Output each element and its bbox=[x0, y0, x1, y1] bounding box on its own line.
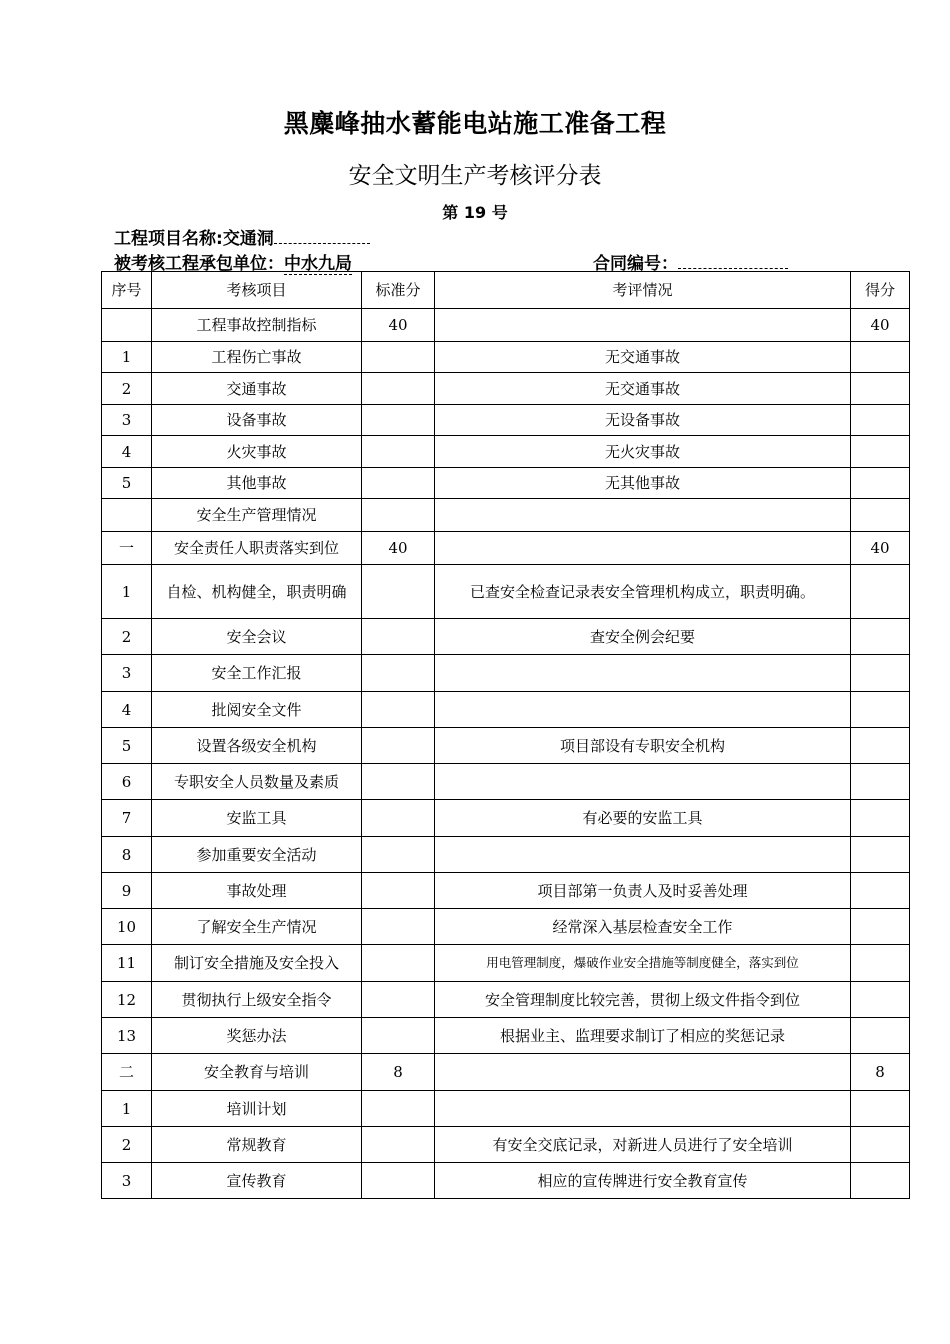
document-subtitle: 安全文明生产考核评分表 bbox=[348, 163, 602, 189]
cell-standard-score bbox=[362, 373, 435, 405]
cell-item: 批阅安全文件 bbox=[152, 692, 362, 728]
cell-standard-score bbox=[362, 655, 435, 692]
table-row bbox=[102, 1163, 910, 1199]
cell-score bbox=[851, 565, 910, 619]
cell-standard-score: 40 bbox=[362, 532, 435, 565]
cell-no: 一 bbox=[102, 532, 152, 565]
cell-evaluation: 有必要的安监工具 bbox=[435, 800, 851, 837]
cell-standard-score bbox=[362, 1127, 435, 1163]
cell-no: 2 bbox=[102, 1127, 152, 1163]
cell-item: 参加重要安全活动 bbox=[152, 837, 362, 873]
cell-evaluation bbox=[435, 837, 851, 873]
contractor-value: 中水九局 bbox=[284, 254, 352, 274]
project-name-value: 交通洞 bbox=[222, 229, 274, 249]
cell-no: 7 bbox=[102, 800, 152, 837]
cell-evaluation: 根据业主、监理要求制订了相应的奖惩记录 bbox=[435, 1018, 851, 1054]
table-row bbox=[102, 764, 910, 800]
cell-evaluation bbox=[435, 1054, 851, 1091]
cell-no: 5 bbox=[102, 728, 152, 764]
cell-standard-score bbox=[362, 982, 435, 1018]
cell-no: 2 bbox=[102, 619, 152, 655]
cell-standard-score bbox=[362, 692, 435, 728]
cell-item: 设备事故 bbox=[152, 405, 362, 436]
cell-item: 专职安全人员数量及素质 bbox=[152, 764, 362, 800]
cell-evaluation: 相应的宣传牌进行安全教育宣传 bbox=[435, 1163, 851, 1199]
cell-standard-score bbox=[362, 945, 435, 982]
cell-evaluation: 经常深入基层检查安全工作 bbox=[435, 909, 851, 945]
cell-standard-score bbox=[362, 405, 435, 436]
table-row bbox=[102, 909, 910, 945]
cell-no: 9 bbox=[102, 873, 152, 909]
table-row bbox=[102, 800, 910, 837]
cell-standard-score bbox=[362, 909, 435, 945]
cell-standard-score bbox=[362, 499, 435, 532]
cell-no: 5 bbox=[102, 468, 152, 499]
cell-evaluation: 无其他事故 bbox=[435, 468, 851, 499]
cell-item: 安全责任人职责落实到位 bbox=[152, 532, 362, 565]
cell-standard-score bbox=[362, 800, 435, 837]
cell-item: 培训计划 bbox=[152, 1091, 362, 1127]
cell-item: 宣传教育 bbox=[152, 1163, 362, 1199]
table-row bbox=[102, 1127, 910, 1163]
table-row bbox=[102, 982, 910, 1018]
cell-no: 8 bbox=[102, 837, 152, 873]
cell-evaluation bbox=[435, 692, 851, 728]
cell-standard-score bbox=[362, 873, 435, 909]
assessment-table bbox=[101, 271, 910, 1199]
cell-no: 12 bbox=[102, 982, 152, 1018]
cell-item: 了解安全生产情况 bbox=[152, 909, 362, 945]
cell-item: 常规教育 bbox=[152, 1127, 362, 1163]
table-row bbox=[102, 373, 910, 405]
cell-standard-score bbox=[362, 342, 435, 373]
cell-no: 4 bbox=[102, 692, 152, 728]
cell-item: 火灾事故 bbox=[152, 436, 362, 468]
cell-score bbox=[851, 800, 910, 837]
document-title: 黑麋峰抽水蓄能电站施工准备工程 bbox=[283, 109, 667, 138]
cell-score bbox=[851, 468, 910, 499]
cell-evaluation bbox=[435, 764, 851, 800]
cell-score bbox=[851, 342, 910, 373]
cell-standard-score bbox=[362, 1018, 435, 1054]
cell-item: 交通事故 bbox=[152, 373, 362, 405]
table-row bbox=[102, 405, 910, 436]
cell-evaluation bbox=[435, 309, 851, 342]
project-name-line bbox=[114, 224, 370, 249]
table-row bbox=[102, 1018, 910, 1054]
cell-evaluation: 无交通事故 bbox=[435, 342, 851, 373]
table-row bbox=[102, 692, 910, 728]
cell-score bbox=[851, 728, 910, 764]
table-row bbox=[102, 532, 910, 565]
cell-standard-score bbox=[362, 468, 435, 499]
cell-no: 二 bbox=[102, 1054, 152, 1091]
cell-evaluation: 有安全交底记录，对新进人员进行了安全培训 bbox=[435, 1127, 851, 1163]
cell-score bbox=[851, 373, 910, 405]
column-header-standard-score: 标准分 bbox=[362, 272, 435, 309]
table-row bbox=[102, 468, 910, 499]
project-name-label: 工程项目名称: bbox=[114, 229, 223, 249]
cell-standard-score bbox=[362, 565, 435, 619]
cell-score bbox=[851, 982, 910, 1018]
cell-score bbox=[851, 945, 910, 982]
cell-score bbox=[851, 764, 910, 800]
cell-evaluation bbox=[435, 499, 851, 532]
cell-score bbox=[851, 1163, 910, 1199]
cell-standard-score: 40 bbox=[362, 309, 435, 342]
cell-no: 4 bbox=[102, 436, 152, 468]
cell-no bbox=[102, 499, 152, 532]
cell-score bbox=[851, 837, 910, 873]
cell-no: 2 bbox=[102, 373, 152, 405]
cell-item: 安全教育与培训 bbox=[152, 1054, 362, 1091]
cell-evaluation: 项目部第一负责人及时妥善处理 bbox=[435, 873, 851, 909]
table-header-row bbox=[102, 272, 910, 309]
table-row bbox=[102, 436, 910, 468]
cell-item: 设置各级安全机构 bbox=[152, 728, 362, 764]
cell-no: 10 bbox=[102, 909, 152, 945]
cell-standard-score bbox=[362, 728, 435, 764]
cell-standard-score bbox=[362, 619, 435, 655]
cell-item: 安全会议 bbox=[152, 619, 362, 655]
contractor-label: 被考核工程承包单位： bbox=[114, 254, 284, 274]
cell-score bbox=[851, 909, 910, 945]
column-header-evaluation: 考评情况 bbox=[435, 272, 851, 309]
cell-score bbox=[851, 1018, 910, 1054]
cell-evaluation: 安全管理制度比较完善，贯彻上级文件指令到位 bbox=[435, 982, 851, 1018]
cell-item: 其他事故 bbox=[152, 468, 362, 499]
cell-item: 安全生产管理情况 bbox=[152, 499, 362, 532]
cell-evaluation: 无火灾事故 bbox=[435, 436, 851, 468]
cell-evaluation bbox=[435, 1091, 851, 1127]
cell-no: 1 bbox=[102, 565, 152, 619]
cell-score bbox=[851, 1127, 910, 1163]
cell-evaluation: 查安全例会纪要 bbox=[435, 619, 851, 655]
table-row bbox=[102, 309, 910, 342]
cell-item: 制订安全措施及安全投入 bbox=[152, 945, 362, 982]
table-row bbox=[102, 873, 910, 909]
table-row bbox=[102, 619, 910, 655]
cell-item: 自检、机构健全，职责明确 bbox=[152, 565, 362, 619]
cell-standard-score: 8 bbox=[362, 1054, 435, 1091]
cell-no: 13 bbox=[102, 1018, 152, 1054]
cell-no: 6 bbox=[102, 764, 152, 800]
table-row bbox=[102, 1091, 910, 1127]
cell-standard-score bbox=[362, 1163, 435, 1199]
cell-standard-score bbox=[362, 764, 435, 800]
cell-no: 11 bbox=[102, 945, 152, 982]
cell-score: 8 bbox=[851, 1054, 910, 1091]
cell-item: 工程伤亡事故 bbox=[152, 342, 362, 373]
cell-score bbox=[851, 499, 910, 532]
cell-score bbox=[851, 436, 910, 468]
cell-item: 工程事故控制指标 bbox=[152, 309, 362, 342]
cell-score bbox=[851, 619, 910, 655]
cell-no: 3 bbox=[102, 1163, 152, 1199]
cell-evaluation: 已查安全检查记录表安全管理机构成立，职责明确。 bbox=[435, 565, 851, 619]
cell-score bbox=[851, 873, 910, 909]
column-header-score: 得分 bbox=[851, 272, 910, 309]
cell-item: 安监工具 bbox=[152, 800, 362, 837]
cell-evaluation: 用电管理制度，爆破作业安全措施等制度健全，落实到位 bbox=[435, 945, 851, 982]
table-row bbox=[102, 499, 910, 532]
cell-no: 3 bbox=[102, 655, 152, 692]
cell-item: 事故处理 bbox=[152, 873, 362, 909]
table-row bbox=[102, 565, 910, 619]
cell-evaluation: 无设备事故 bbox=[435, 405, 851, 436]
cell-item: 奖惩办法 bbox=[152, 1018, 362, 1054]
cell-no: 1 bbox=[102, 1091, 152, 1127]
table-row bbox=[102, 945, 910, 982]
table-row bbox=[102, 1054, 910, 1091]
cell-item: 贯彻执行上级安全指令 bbox=[152, 982, 362, 1018]
cell-score: 40 bbox=[851, 532, 910, 565]
cell-score bbox=[851, 405, 910, 436]
cell-score: 40 bbox=[851, 309, 910, 342]
table-row bbox=[102, 837, 910, 873]
cell-no bbox=[102, 309, 152, 342]
column-header-no: 序号 bbox=[102, 272, 152, 309]
table-row bbox=[102, 655, 910, 692]
cell-standard-score bbox=[362, 436, 435, 468]
cell-no: 3 bbox=[102, 405, 152, 436]
cell-score bbox=[851, 692, 910, 728]
cell-no: 1 bbox=[102, 342, 152, 373]
issue-number: 第 19 号 bbox=[442, 203, 508, 222]
project-name-blank bbox=[274, 229, 370, 244]
cell-evaluation bbox=[435, 655, 851, 692]
cell-evaluation: 项目部设有专职安全机构 bbox=[435, 728, 851, 764]
table-row bbox=[102, 342, 910, 373]
cell-score bbox=[851, 655, 910, 692]
cell-item: 安全工作汇报 bbox=[152, 655, 362, 692]
table-body bbox=[102, 309, 910, 1199]
cell-evaluation bbox=[435, 532, 851, 565]
cell-standard-score bbox=[362, 1091, 435, 1127]
column-header-item: 考核项目 bbox=[152, 272, 362, 309]
cell-evaluation: 无交通事故 bbox=[435, 373, 851, 405]
cell-score bbox=[851, 1091, 910, 1127]
cell-standard-score bbox=[362, 837, 435, 873]
contract-number-blank bbox=[678, 254, 788, 269]
table-row bbox=[102, 728, 910, 764]
contract-number-label: 合同编号： bbox=[593, 254, 678, 274]
